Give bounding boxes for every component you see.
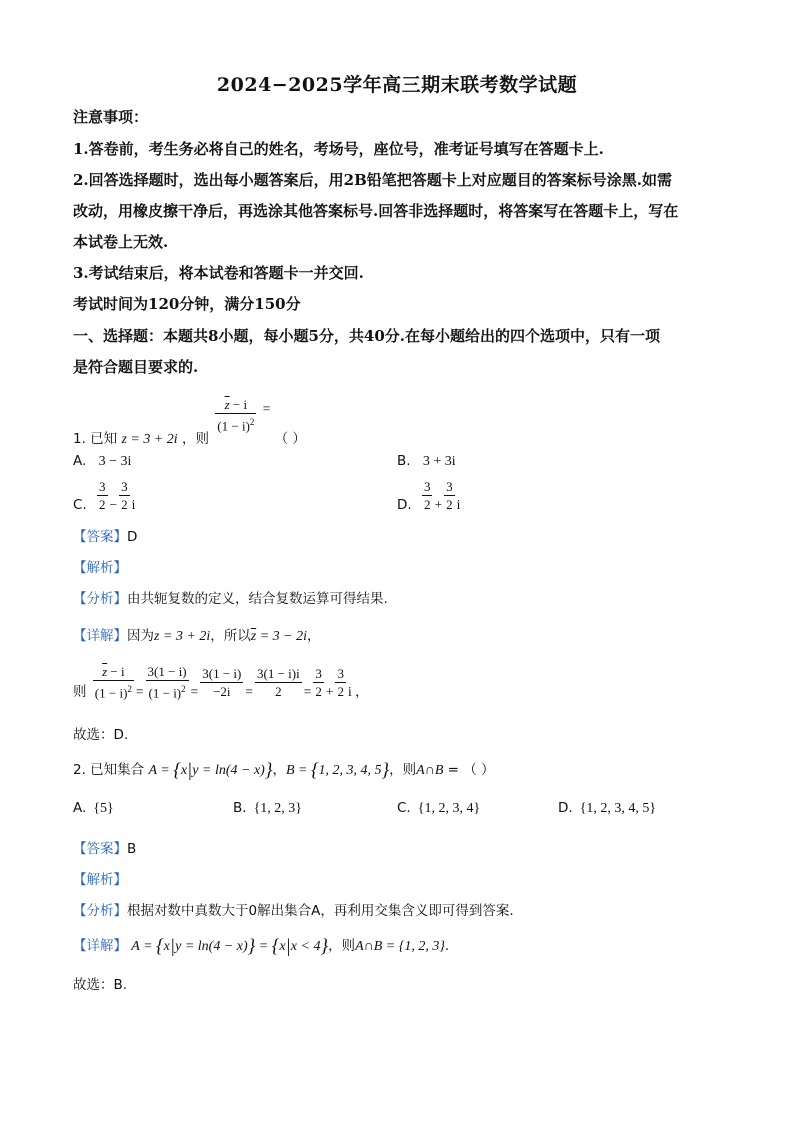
q2-answer: 【答案】B	[73, 841, 137, 857]
q2-xiangjie: 【详解】 A = {x|y = ln(4 − x)} = {x|x < 4}，则A∩B = {1, 2, 3}.	[73, 936, 450, 957]
q1-conclusion: 故选：D.	[73, 727, 129, 743]
q1-prefix: 1. 已知	[73, 431, 118, 448]
q2-fenxi: 【分析】根据对数中真数大于0解出集合A，再利用交集含义即可得到答案.	[73, 903, 514, 919]
page-title: 2024−2025学年高三期末联考数学试题	[216, 74, 578, 96]
notice-item-2-line-1: 2.回答选择题时，选出每小题答案后，用2B铅笔把答题卡上对应题目的答案标号涂黑.如需	[73, 171, 673, 189]
notice-item-2-line-2: 改动，用橡皮擦干净后，再选涂其他答案标号.回答非选择题时，将答案写在答题卡上，写在	[73, 202, 679, 220]
q2-analysis-tag: 【解析】	[73, 872, 127, 888]
q1-answer: 【答案】D	[73, 529, 138, 545]
question-2-stem: 2. 已知集合 A = {x|y = ln(4 − x)}，B = {1, 2, 3, 4, 5}，则A∩B = （ ）	[73, 760, 495, 781]
q2-option-a[interactable]: A. {5}	[73, 800, 114, 816]
section-1-intro-line-2: 是符合题目要求的.	[73, 358, 199, 376]
notice-item-1: 1.答卷前，考生务必将自己的姓名，考场号，座位号，准考证号填写在答题卡上.	[73, 140, 604, 158]
question-1-stem	[73, 396, 306, 448]
q2-option-d[interactable]: D. {1, 2, 3, 4, 5}	[558, 800, 657, 816]
q1-xiangjie: 【详解】因为z = 3 + 2i，所以$\overline{z} = 3 - 2i$，	[73, 628, 321, 644]
q1-analysis-tag: 【解析】	[73, 560, 127, 576]
q1-fraction: $\frac{\overline{z} - i}{(1 - i)^2}$	[217, 397, 255, 434]
q1-option-d[interactable]: D. $\frac{3}{2}$ + $\frac{3}{2}$ i	[397, 479, 461, 513]
q1-z-equation: z = 3 + 2i	[121, 432, 178, 448]
q1-equals: =	[262, 401, 271, 417]
q1-derivation: 则 $\frac{\overline{z} - i}{(1 - i)^2}$ = $\frac{3(1 - i)}{(1 - i)^2}$ = $\frac{3(1 - i)}{-2i}$ = $\frac{3(1 - i)i}{2}$ = $\frac{3}{2}$ + $\frac{3}{2}$ i ，	[73, 664, 369, 701]
notice-heading: 注意事项：	[73, 108, 149, 126]
q1-then: ，则	[182, 431, 209, 448]
q1-paren: （ ）	[274, 431, 306, 448]
q1-option-c[interactable]: C. $\frac{3}{2}$ − $\frac{3}{2}$ i	[73, 479, 136, 513]
q1-option-a[interactable]: A. 3 − 3i	[73, 453, 132, 469]
notice-item-2-line-3: 本试卷上无效.	[73, 233, 169, 251]
section-1-intro-line-1: 一、选择题：本题共8小题，每小题5分，共40分.在每小题给出的四个选项中，只有一项	[73, 327, 660, 345]
q1-option-b[interactable]: B. 3 + 3i	[397, 453, 456, 469]
exam-time: 考试时间为120分钟，满分150分	[73, 295, 301, 313]
q2-conclusion: 故选：B.	[73, 977, 128, 993]
notice-item-3: 3.考试结束后，将本试卷和答题卡一并交回.	[73, 264, 364, 282]
q1-fenxi: 【分析】由共轭复数的定义，结合复数运算可得结果.	[73, 591, 388, 607]
q2-option-c[interactable]: C. {1, 2, 3, 4}	[397, 800, 481, 816]
q1-fraction-denominator: (1 − i)	[217, 418, 250, 434]
q2-option-b[interactable]: B. {1, 2, 3}	[233, 800, 303, 816]
